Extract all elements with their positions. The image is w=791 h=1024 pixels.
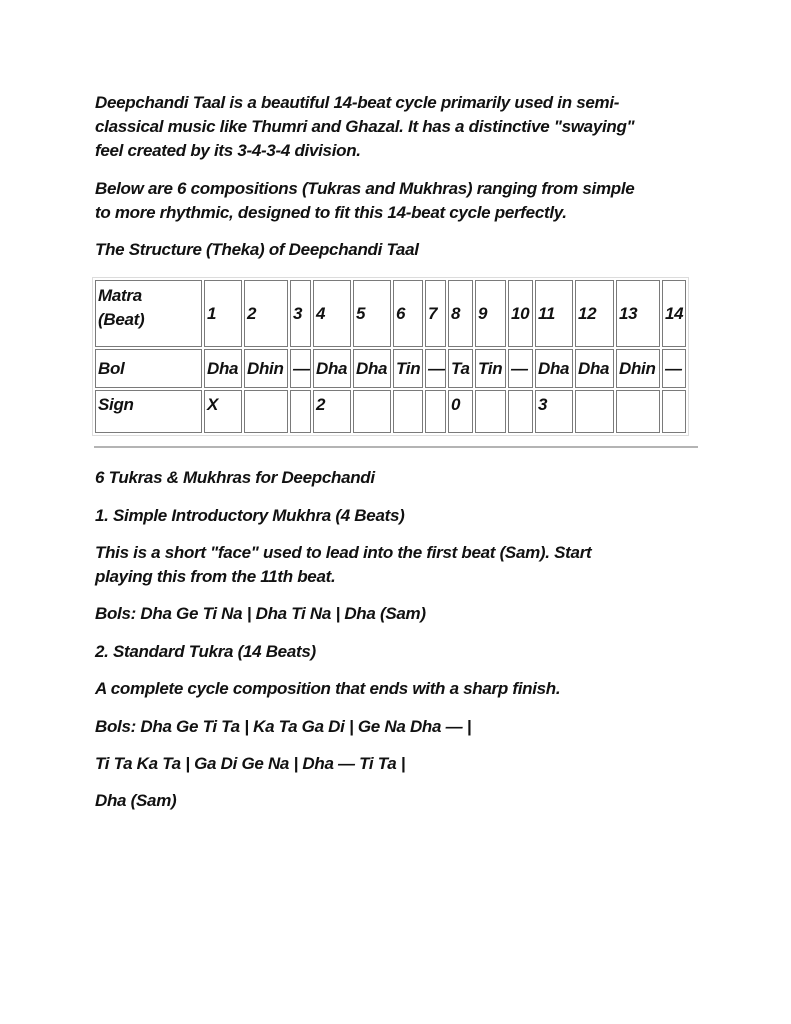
beat-cell: 12 <box>575 280 614 347</box>
beat-cell: 3 <box>290 280 311 347</box>
item2-bols-line1: Bols: Dha Ge Ti Ta | Ka Ta Ga Di | Ge Na Dha — | <box>95 717 472 736</box>
bol-cell: — <box>662 349 686 388</box>
sign-cell <box>475 390 506 433</box>
beat-label: (Beat) <box>98 310 145 329</box>
bol-cell: Dha <box>575 349 614 388</box>
sign-cell <box>662 390 686 433</box>
sign-cell: 3 <box>535 390 573 433</box>
bol-cell: — <box>425 349 446 388</box>
bol-cell: Tin <box>393 349 423 388</box>
matra-row <box>95 280 686 347</box>
sign-cell: X <box>204 390 242 433</box>
item2-bols-line2: Ti Ta Ka Ta | Ga Di Ge Na | Dha — Ti Ta | <box>95 754 406 773</box>
sign-cell <box>290 390 311 433</box>
sign-cell <box>425 390 446 433</box>
beat-cell: 14 <box>662 280 686 347</box>
matra-label-cell <box>95 280 202 347</box>
compositions-line: Below are 6 compositions (Tukras and Mukhras) ranging from simple <box>95 179 635 198</box>
beat-cell: 10 <box>508 280 533 347</box>
bol-cell: Tin <box>475 349 506 388</box>
item1-title: 1. Simple Introductory Mukhra (4 Beats) <box>95 506 405 525</box>
sign-cell <box>353 390 391 433</box>
bol-label: Bol <box>95 349 202 388</box>
beat-cell: 5 <box>353 280 391 347</box>
bol-cell: — <box>290 349 311 388</box>
intro-line: feel created by its 3-4-3-4 division. <box>95 141 361 160</box>
beat-cell: 11 <box>535 280 573 347</box>
sign-cell <box>508 390 533 433</box>
matra-label: Matra <box>98 286 142 305</box>
sign-label: Sign <box>95 390 202 433</box>
item2-description: A complete cycle composition that ends with a sharp finish. <box>95 679 561 698</box>
theka-table <box>92 277 689 436</box>
intro-paragraph <box>95 91 705 163</box>
beat-cell: 6 <box>393 280 423 347</box>
intro-line: classical music like Thumri and Ghazal. It has a distinctive "swaying" <box>95 117 635 136</box>
horizontal-rule <box>94 446 698 448</box>
sign-cell <box>393 390 423 433</box>
bol-cell: Dhin <box>616 349 660 388</box>
item1-bols: Bols: Dha Ge Ti Na | Dha Ti Na | Dha (Sam) <box>95 604 426 623</box>
beat-cell: 2 <box>244 280 288 347</box>
item1-description <box>95 541 705 589</box>
bol-cell: Dha <box>313 349 351 388</box>
compositions-paragraph <box>95 177 705 225</box>
sign-cell: 2 <box>313 390 351 433</box>
bol-cell: — <box>508 349 533 388</box>
bol-cell: Dha <box>353 349 391 388</box>
item2-title: 2. Standard Tukra (14 Beats) <box>95 642 316 661</box>
beat-cell: 9 <box>475 280 506 347</box>
sign-cell: 0 <box>448 390 473 433</box>
beat-cell: 4 <box>313 280 351 347</box>
bol-cell: Dhin <box>244 349 288 388</box>
item1-description-line: playing this from the 11th beat. <box>95 567 336 586</box>
intro-line: Deepchandi Taal is a beautiful 14-beat cycle primarily used in semi- <box>95 93 620 112</box>
beat-cell: 1 <box>204 280 242 347</box>
bol-cell: Ta <box>448 349 473 388</box>
section-heading: 6 Tukras & Mukhras for Deepchandi <box>95 468 375 487</box>
structure-heading: The Structure (Theka) of Deepchandi Taal <box>95 240 419 259</box>
bol-cell: Dha <box>204 349 242 388</box>
beat-cell: 7 <box>425 280 446 347</box>
bol-row <box>95 349 686 388</box>
sign-cell <box>616 390 660 433</box>
item2-bols-line3: Dha (Sam) <box>95 791 177 810</box>
compositions-line: to more rhythmic, designed to fit this 14-beat cycle perfectly. <box>95 203 567 222</box>
bol-cell: Dha <box>535 349 573 388</box>
sign-cell <box>575 390 614 433</box>
sign-cell <box>244 390 288 433</box>
beat-cell: 13 <box>616 280 660 347</box>
sign-row <box>95 390 686 433</box>
item1-description-line: This is a short "face" used to lead into the first beat (Sam). Start <box>95 543 592 562</box>
beat-cell: 8 <box>448 280 473 347</box>
